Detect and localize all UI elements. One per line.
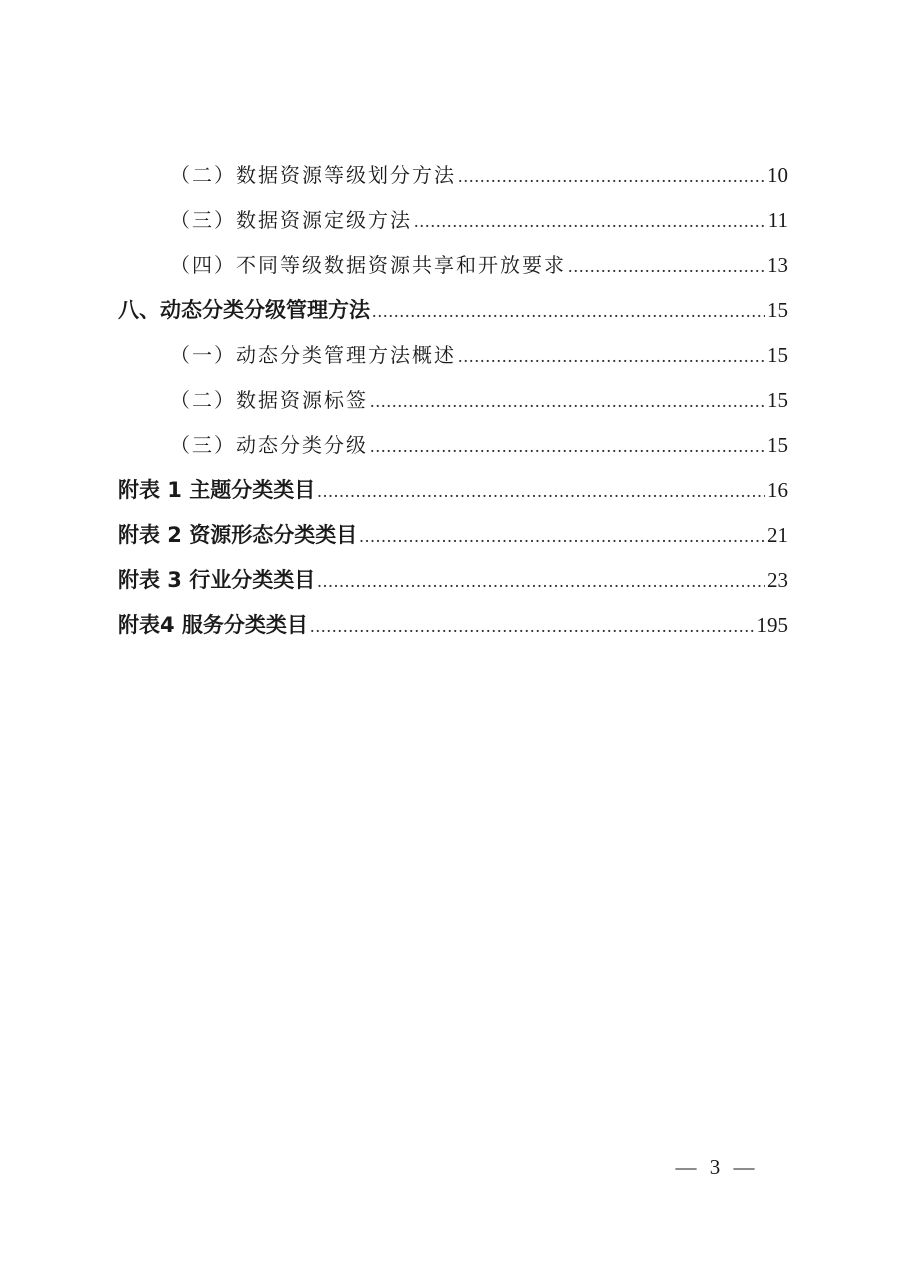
toc-entry[interactable]: [118, 563, 788, 597]
toc-entry-page: 21: [767, 523, 788, 547]
toc-entry[interactable]: [118, 473, 788, 507]
toc-entry-title: （二）数据资源等级划分方法: [170, 163, 456, 187]
toc-entry-page: 11: [767, 208, 788, 232]
toc-entry-page: 15: [767, 433, 788, 457]
toc-entry[interactable]: [170, 428, 788, 462]
toc-entry-page: 10: [767, 163, 788, 187]
toc-dot-leader: [372, 294, 765, 328]
toc-entry[interactable]: [118, 518, 788, 552]
toc-entry[interactable]: [170, 248, 788, 282]
toc-dot-leader: [568, 249, 765, 283]
toc-entry-page: 195: [756, 613, 788, 637]
toc-entry[interactable]: [118, 608, 788, 642]
toc-entry[interactable]: [170, 203, 788, 237]
toc-dot-leader: [310, 609, 755, 643]
toc-dot-leader: [370, 429, 765, 463]
toc-entry-title: 附表 2 资源形态分类类目: [118, 523, 358, 547]
toc-entry[interactable]: [170, 158, 788, 192]
toc-entry-title: （四）不同等级数据资源共享和开放要求: [170, 253, 566, 277]
toc-entry[interactable]: [118, 293, 788, 327]
page-number: — 3 —: [675, 1155, 759, 1179]
toc-dot-leader: [317, 564, 765, 598]
toc-dot-leader: [458, 159, 765, 193]
toc-entry-page: 15: [767, 343, 788, 367]
toc-entry-page: 16: [767, 478, 788, 502]
toc-entry-title: 八、动态分类分级管理方法: [118, 298, 370, 322]
toc-dot-leader: [359, 519, 765, 553]
toc-entry-page: 15: [767, 298, 788, 322]
toc-entry-page: 13: [767, 253, 788, 277]
toc-dot-leader: [317, 474, 765, 508]
toc-entry-title: 附表4 服务分类类目: [118, 613, 308, 637]
toc-entry[interactable]: [170, 338, 788, 372]
toc-entry-title: 附表 3 行业分类类目: [118, 568, 316, 592]
toc-dot-leader: [458, 339, 765, 373]
toc-entry-title: （三）动态分类分级: [170, 433, 368, 457]
toc-entry-title: 附表 1 主题分类类目: [118, 478, 316, 502]
toc-entry[interactable]: [170, 383, 788, 417]
toc-dot-leader: [370, 384, 765, 418]
toc-dot-leader: [414, 204, 766, 238]
toc-entry-title: （二）数据资源标签: [170, 388, 368, 412]
toc-entry-page: 15: [767, 388, 788, 412]
toc-entry-title: （三）数据资源定级方法: [170, 208, 412, 232]
toc-entry-page: 23: [767, 568, 788, 592]
toc-entry-title: （一）动态分类管理方法概述: [170, 343, 456, 367]
